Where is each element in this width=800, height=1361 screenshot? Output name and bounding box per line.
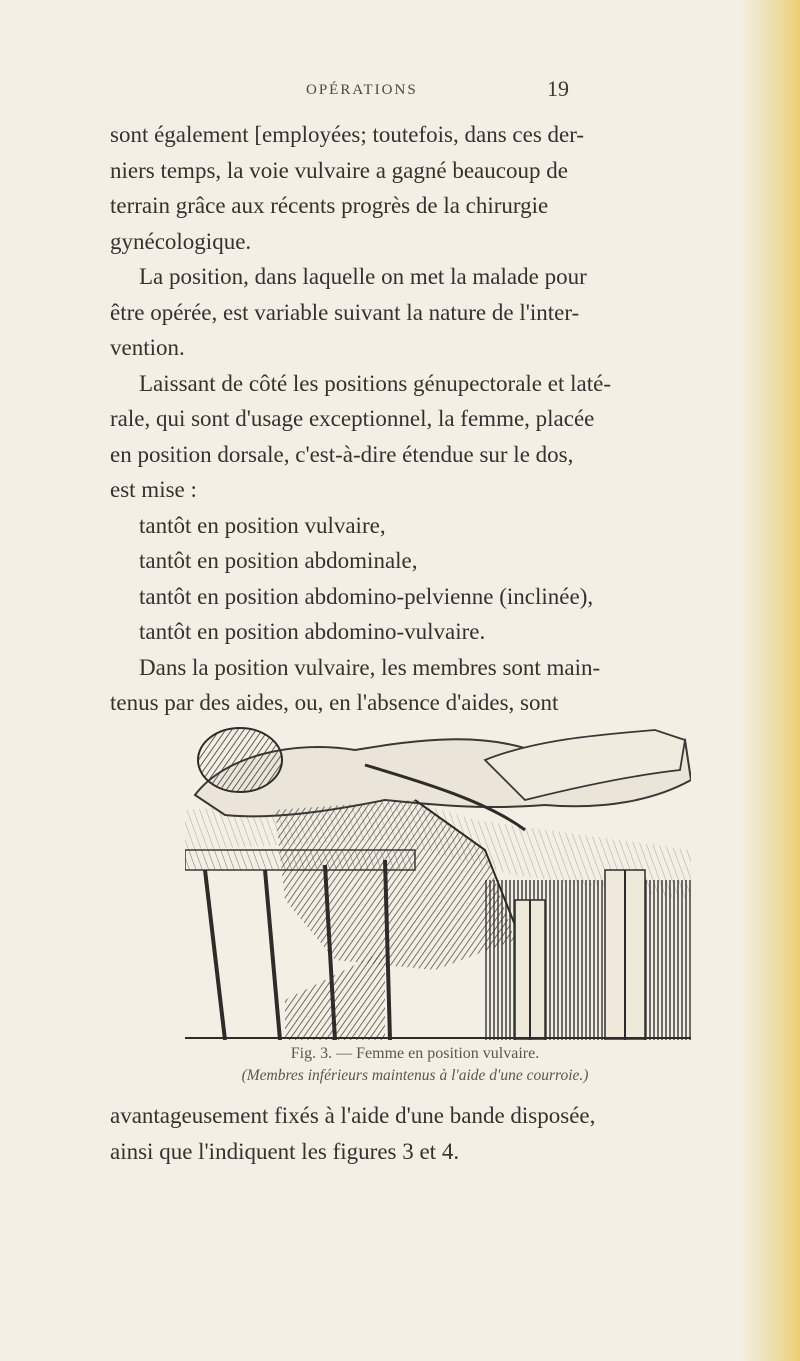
- text-line: est mise :: [110, 477, 197, 502]
- text-line: en position dorsale, c'est-à-dire étendue sur le dos,: [110, 441, 574, 467]
- text-line: niers temps, la voie vulvaire a gagné beaucoup de: [110, 157, 568, 183]
- text-line: sont également [employées; toutefois, dans ces der-: [110, 122, 585, 147]
- caption-title: Fig. 3. — Femme en position vulvaire.: [290, 1045, 540, 1062]
- list-item: tantôt en position abdomino-vulvaire.: [139, 619, 486, 644]
- text-line: être opérée, est variable suivant la nature de l'inter-: [110, 299, 580, 325]
- engraving-illustration: [185, 700, 691, 1040]
- text-line: ainsi que l'indiquent les figures 3 et 4.: [110, 1138, 460, 1164]
- page-number: 19: [547, 76, 569, 101]
- body-text: [110, 117, 720, 721]
- page-edge-discoloration: [740, 0, 800, 1361]
- figure-illustration: [185, 700, 691, 1040]
- running-head: OPÉRATIONS: [306, 82, 418, 98]
- text-line: terrain grâce aux récents progrès de la chirurgie: [110, 193, 549, 218]
- text-line: tenus par des aides, ou, en l'absence d'aides, sont: [110, 690, 559, 715]
- figure-caption: [110, 1043, 720, 1087]
- text-line: vention.: [110, 335, 185, 360]
- text-line: La position, dans laquelle on met la malade pour: [139, 264, 587, 289]
- text-line: avantageusement fixés à l'aide d'une bande disposée,: [110, 1103, 596, 1128]
- list-item: tantôt en position abdominale,: [139, 548, 418, 573]
- list-item: tantôt en position vulvaire,: [139, 512, 386, 538]
- list-item: tantôt en position abdomino-pelvienne (inclinée),: [139, 583, 594, 609]
- text-line: Dans la position vulvaire, les membres sont main-: [139, 654, 601, 680]
- body-text-continued: [110, 1098, 720, 1169]
- page-header: [0, 76, 800, 116]
- caption-subtitle: (Membres inférieurs maintenus à l'aide d'une courroie.): [241, 1067, 589, 1084]
- text-line: rale, qui sont d'usage exceptionnel, la femme, placée: [110, 406, 595, 431]
- text-line: gynécologique.: [110, 228, 252, 254]
- text-line: Laissant de côté les positions génupectorale et laté-: [139, 370, 611, 396]
